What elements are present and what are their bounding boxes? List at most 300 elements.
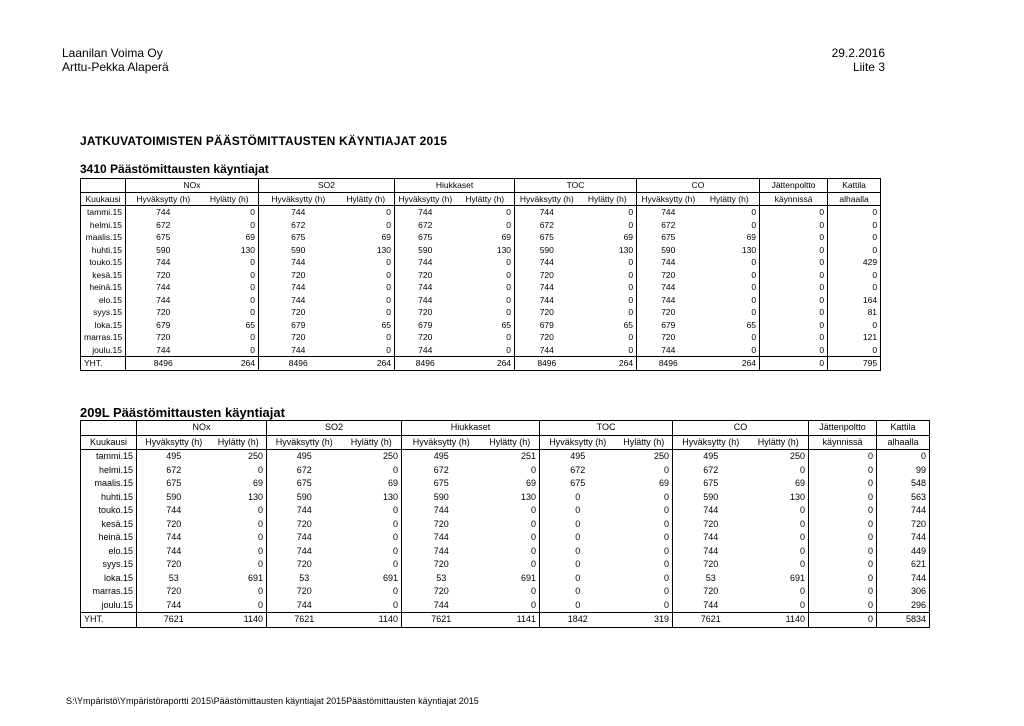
value-cell: 69 <box>456 231 515 244</box>
value-cell: 0 <box>809 491 877 505</box>
value-cell: 0 <box>809 585 877 599</box>
value-cell: 679 <box>291 319 306 330</box>
total-value: 264 <box>700 357 760 371</box>
value-cell: 720 <box>539 307 554 317</box>
value-cell: 691 <box>749 572 809 586</box>
value-cell: 675 <box>661 232 676 242</box>
value-cell: 0 <box>481 464 540 478</box>
value-cell: 0 <box>342 464 402 478</box>
value-cell: 0 <box>201 219 259 232</box>
column-header-cell: Hylätty (h) <box>700 192 760 206</box>
value-cell: 69 <box>201 231 259 244</box>
value-cell: 0 <box>211 545 267 559</box>
value-cell: 720 <box>166 586 182 596</box>
value-cell: 744 <box>166 599 182 610</box>
table-row <box>81 545 930 559</box>
value-cell: 0 <box>700 281 760 294</box>
value-cell: 0 <box>809 464 877 478</box>
value-cell: 0 <box>749 558 809 572</box>
value-cell: 744 <box>661 282 676 292</box>
value-cell: 744 <box>877 504 930 518</box>
value-cell: 744 <box>291 344 306 355</box>
value-cell: 0 <box>211 464 267 478</box>
column-header-cell: Hylätty (h) <box>481 435 540 450</box>
total-row <box>81 357 881 371</box>
value-cell: 0 <box>700 294 760 307</box>
value-cell: 0 <box>616 491 673 505</box>
value-cell: 744 <box>418 207 433 217</box>
value-cell: 0 <box>579 331 637 344</box>
column-header-cell: Hylätty (h) <box>579 192 637 206</box>
value-cell: 590 <box>291 244 306 255</box>
value-cell: 53 <box>436 572 447 583</box>
value-cell: 0 <box>338 281 395 294</box>
column-header-cell: Hyväksytty (h) <box>540 435 616 450</box>
value-cell: 675 <box>166 478 182 488</box>
value-cell: 675 <box>418 232 433 242</box>
value-cell: 0 <box>616 464 673 478</box>
value-cell: 720 <box>418 307 433 317</box>
table-row <box>81 531 930 545</box>
emissions-table-3410 <box>80 178 881 371</box>
month-cell: marras.15 <box>81 585 137 599</box>
value-cell: 0 <box>338 331 395 344</box>
value-cell: 0 <box>809 477 877 491</box>
value-cell: 744 <box>166 505 182 515</box>
total-value: 1140 <box>749 613 809 628</box>
value-cell: 0 <box>575 491 581 502</box>
value-cell: 250 <box>211 450 267 464</box>
value-cell: 744 <box>296 505 312 515</box>
value-cell: 0 <box>828 244 881 257</box>
document-header-left <box>62 46 169 74</box>
document-title: JATKUVATOIMISTEN PÄÄSTÖMITTAUSTEN KÄYNTIAJAT 2015 <box>80 134 448 148</box>
value-cell: 130 <box>481 491 540 505</box>
value-cell: 590 <box>418 244 433 255</box>
value-cell: 744 <box>661 207 676 217</box>
table-row <box>81 256 881 269</box>
total-value: 264 <box>338 357 395 371</box>
value-cell: 744 <box>156 257 171 267</box>
value-cell: 0 <box>338 206 395 219</box>
value-cell: 0 <box>342 558 402 572</box>
value-cell: 0 <box>828 269 881 282</box>
emissions-table-209l <box>80 420 930 628</box>
value-cell: 130 <box>456 244 515 257</box>
value-cell: 720 <box>291 307 306 317</box>
value-cell: 0 <box>575 599 581 610</box>
value-cell: 744 <box>296 599 312 610</box>
value-cell: 0 <box>211 504 267 518</box>
value-cell: 0 <box>700 269 760 282</box>
total-value: 8496 <box>126 357 201 371</box>
value-cell: 675 <box>570 478 586 488</box>
table-row <box>81 450 930 464</box>
table-row <box>81 219 881 232</box>
value-cell: 0 <box>575 572 581 583</box>
value-cell: 691 <box>211 572 267 586</box>
total-value: 7621 <box>267 613 342 628</box>
value-cell: 672 <box>296 464 312 475</box>
column-header-cell: Hylätty (h) <box>456 192 515 206</box>
table-row <box>81 231 881 244</box>
column-header-cell: Hylätty (h) <box>749 435 809 450</box>
value-cell: 0 <box>579 306 637 319</box>
value-cell: 744 <box>539 282 554 292</box>
group-header-cell: NOx <box>137 421 267 436</box>
value-cell: 0 <box>877 450 930 464</box>
value-cell: 0 <box>456 344 515 357</box>
value-cell: 679 <box>418 319 433 330</box>
value-cell: 675 <box>296 478 312 488</box>
file-path-footer: S:\Ympäristö\Ympäristöraportti 2015\Päästömittausten käyntiajat 2015Päästömittausten käyntiajat 2015 <box>66 696 479 706</box>
total-value: 7621 <box>673 613 749 628</box>
value-cell: 744 <box>539 294 554 305</box>
value-cell: 0 <box>809 450 877 464</box>
value-cell: 720 <box>156 269 171 280</box>
month-cell: elo.15 <box>81 294 126 307</box>
value-cell: 0 <box>579 344 637 357</box>
value-cell: 691 <box>342 572 402 586</box>
table-row <box>81 294 881 307</box>
value-cell: 296 <box>877 599 930 613</box>
group-header-cell: TOC <box>540 421 673 436</box>
value-cell: 0 <box>342 585 402 599</box>
group-header-cell: Kattila <box>828 179 881 193</box>
value-cell: 720 <box>661 332 676 342</box>
value-cell: 744 <box>433 599 449 610</box>
value-cell: 0 <box>456 306 515 319</box>
month-cell: helmi.15 <box>81 219 126 232</box>
value-cell: 744 <box>661 257 676 267</box>
value-cell: 0 <box>575 559 581 569</box>
group-header-row <box>81 179 881 193</box>
value-cell: 495 <box>570 451 586 461</box>
value-cell: 69 <box>700 231 760 244</box>
value-cell: 0 <box>338 219 395 232</box>
month-cell: maalis.15 <box>81 477 137 491</box>
value-cell: 744 <box>877 572 930 586</box>
value-cell: 0 <box>760 269 828 282</box>
value-cell: 0 <box>760 281 828 294</box>
value-cell: 0 <box>616 531 673 545</box>
value-cell: 720 <box>418 269 433 280</box>
month-cell: helmi.15 <box>81 464 137 478</box>
value-cell: 495 <box>166 451 182 461</box>
group-header-cell: Hiukkaset <box>402 421 540 436</box>
value-cell: 679 <box>156 319 171 330</box>
table-row <box>81 244 881 257</box>
total-label: YHT. <box>81 613 137 628</box>
value-cell: 744 <box>433 532 449 542</box>
month-cell: tammi.15 <box>81 450 137 464</box>
value-cell: 590 <box>156 244 171 255</box>
value-cell: 0 <box>342 504 402 518</box>
value-cell: 720 <box>291 332 306 342</box>
value-cell: 0 <box>579 269 637 282</box>
value-cell: 0 <box>338 256 395 269</box>
value-cell: 0 <box>338 294 395 307</box>
table-row <box>81 206 881 219</box>
value-cell: 0 <box>760 256 828 269</box>
total-value: 264 <box>201 357 259 371</box>
value-cell: 0 <box>760 306 828 319</box>
group-header-cell: CO <box>673 421 809 436</box>
month-cell: heinä.15 <box>81 531 137 545</box>
value-cell: 744 <box>703 505 719 515</box>
value-cell: 675 <box>156 232 171 242</box>
value-cell: 720 <box>418 332 433 342</box>
value-cell: 0 <box>760 344 828 357</box>
value-cell: 69 <box>338 231 395 244</box>
column-header-cell: alhaalla <box>877 435 930 450</box>
value-cell: 65 <box>338 319 395 332</box>
value-cell: 720 <box>703 559 719 569</box>
value-cell: 0 <box>760 331 828 344</box>
value-cell: 130 <box>338 244 395 257</box>
value-cell: 0 <box>828 206 881 219</box>
value-cell: 672 <box>433 464 449 475</box>
month-cell: syys.15 <box>81 306 126 319</box>
value-cell: 744 <box>156 344 171 355</box>
value-cell: 0 <box>456 281 515 294</box>
column-header-row <box>81 192 881 206</box>
value-cell: 744 <box>166 532 182 542</box>
value-cell: 744 <box>156 294 171 305</box>
table-row <box>81 599 930 613</box>
value-cell: 0 <box>616 599 673 613</box>
value-cell: 0 <box>456 331 515 344</box>
value-cell: 0 <box>749 518 809 532</box>
total-value: 8496 <box>637 357 700 371</box>
value-cell: 130 <box>579 244 637 257</box>
total-value: 0 <box>760 357 828 371</box>
group-header-cell: Jättenpoltto <box>760 179 828 193</box>
value-cell: 672 <box>661 219 676 230</box>
value-cell: 691 <box>481 572 540 586</box>
value-cell: 675 <box>291 232 306 242</box>
column-header-cell: Hylätty (h) <box>342 435 402 450</box>
column-header-cell: Hylätty (h) <box>338 192 395 206</box>
value-cell: 0 <box>749 531 809 545</box>
value-cell: 0 <box>809 504 877 518</box>
value-cell: 720 <box>166 559 182 569</box>
value-cell: 744 <box>703 532 719 542</box>
value-cell: 0 <box>211 599 267 613</box>
value-cell: 720 <box>296 518 312 529</box>
value-cell: 53 <box>705 572 716 583</box>
value-cell: 0 <box>211 518 267 532</box>
value-cell: 0 <box>211 531 267 545</box>
value-cell: 590 <box>539 244 554 255</box>
value-cell: 0 <box>342 545 402 559</box>
table-row <box>81 558 930 572</box>
column-header-cell: Hyväksytty (h) <box>137 435 211 450</box>
value-cell: 744 <box>539 257 554 267</box>
value-cell: 0 <box>575 532 581 542</box>
group-header-cell: SO2 <box>267 421 402 436</box>
value-cell: 744 <box>433 545 449 556</box>
value-cell: 0 <box>828 281 881 294</box>
month-cell: marras.15 <box>81 331 126 344</box>
value-cell: 250 <box>616 450 673 464</box>
value-cell: 0 <box>575 545 581 556</box>
column-header-cell: Hylätty (h) <box>201 192 259 206</box>
value-cell: 0 <box>456 269 515 282</box>
value-cell: 744 <box>291 207 306 217</box>
value-cell: 53 <box>299 572 310 583</box>
value-cell: 130 <box>700 244 760 257</box>
value-cell: 0 <box>828 344 881 357</box>
value-cell: 744 <box>296 532 312 542</box>
value-cell: 720 <box>156 332 171 342</box>
value-cell: 720 <box>433 518 449 529</box>
value-cell: 130 <box>342 491 402 505</box>
value-cell: 0 <box>201 344 259 357</box>
table-row <box>81 504 930 518</box>
value-cell: 0 <box>809 572 877 586</box>
total-value: 1141 <box>481 613 540 628</box>
total-value: 7621 <box>137 613 211 628</box>
value-cell: 744 <box>661 294 676 305</box>
value-cell: 251 <box>481 450 540 464</box>
value-cell: 0 <box>760 231 828 244</box>
value-cell: 69 <box>211 477 267 491</box>
value-cell: 0 <box>342 518 402 532</box>
value-cell: 0 <box>481 531 540 545</box>
value-cell: 0 <box>700 219 760 232</box>
table-title-3410: 3410 Päästömittausten käyntiajat <box>80 162 269 176</box>
value-cell: 0 <box>616 545 673 559</box>
value-cell: 0 <box>616 572 673 586</box>
value-cell: 0 <box>760 244 828 257</box>
value-cell: 0 <box>760 319 828 332</box>
value-cell: 744 <box>661 344 676 355</box>
column-header-cell: Kuukausi <box>81 192 126 206</box>
value-cell: 0 <box>201 294 259 307</box>
value-cell: 0 <box>342 531 402 545</box>
month-cell: touko.15 <box>81 504 137 518</box>
value-cell: 672 <box>570 464 586 475</box>
total-value: 264 <box>456 357 515 371</box>
group-header-empty <box>81 421 137 436</box>
company-name: Laanilan Voima Oy <box>62 46 163 60</box>
value-cell: 0 <box>828 231 881 244</box>
value-cell: 0 <box>481 558 540 572</box>
value-cell: 744 <box>418 294 433 305</box>
value-cell: 0 <box>338 306 395 319</box>
value-cell: 69 <box>616 477 673 491</box>
column-header-cell: käynnissä <box>809 435 877 450</box>
value-cell: 744 <box>296 545 312 556</box>
value-cell: 99 <box>877 464 930 478</box>
value-cell: 0 <box>456 219 515 232</box>
value-cell: 69 <box>342 477 402 491</box>
value-cell: 0 <box>201 306 259 319</box>
table-row <box>81 585 930 599</box>
value-cell: 0 <box>579 219 637 232</box>
table-row <box>81 491 930 505</box>
group-header-cell: CO <box>637 179 760 193</box>
value-cell: 720 <box>296 586 312 596</box>
value-cell: 672 <box>156 219 171 230</box>
value-cell: 720 <box>156 307 171 317</box>
column-header-cell: Hyväksytty (h) <box>515 192 579 206</box>
value-cell: 0 <box>616 585 673 599</box>
total-value: 264 <box>579 357 637 371</box>
value-cell: 675 <box>433 478 449 488</box>
value-cell: 744 <box>166 545 182 556</box>
value-cell: 590 <box>433 491 449 502</box>
column-header-cell: Hyväksytty (h) <box>126 192 201 206</box>
column-header-cell: Hyväksytty (h) <box>267 435 342 450</box>
value-cell: 0 <box>749 464 809 478</box>
value-cell: 0 <box>481 504 540 518</box>
value-cell: 744 <box>703 599 719 610</box>
month-cell: huhti.15 <box>81 491 137 505</box>
column-header-cell: Hylätty (h) <box>211 435 267 450</box>
column-header-cell: käynnissä <box>760 192 828 206</box>
value-cell: 672 <box>291 219 306 230</box>
value-cell: 250 <box>749 450 809 464</box>
total-value: 0 <box>809 613 877 628</box>
column-header-cell: Hyväksytty (h) <box>402 435 481 450</box>
value-cell: 672 <box>166 464 182 475</box>
total-value: 8496 <box>395 357 456 371</box>
total-value: 319 <box>616 613 673 628</box>
month-cell: kesä.15 <box>81 518 137 532</box>
value-cell: 0 <box>575 586 581 596</box>
value-cell: 0 <box>700 256 760 269</box>
value-cell: 0 <box>760 206 828 219</box>
value-cell: 0 <box>749 599 809 613</box>
value-cell: 720 <box>296 559 312 569</box>
value-cell: 0 <box>749 545 809 559</box>
value-cell: 0 <box>481 585 540 599</box>
value-cell: 53 <box>168 572 179 583</box>
value-cell: 590 <box>296 491 312 502</box>
value-cell: 0 <box>211 585 267 599</box>
value-cell: 495 <box>296 451 312 461</box>
value-cell: 720 <box>539 269 554 280</box>
value-cell: 0 <box>749 585 809 599</box>
value-cell: 744 <box>291 257 306 267</box>
value-cell: 0 <box>201 331 259 344</box>
author-name: Arttu-Pekka Alaperä <box>62 60 169 74</box>
value-cell: 744 <box>539 207 554 217</box>
table-row <box>81 269 881 282</box>
month-cell: tammi.15 <box>81 206 126 219</box>
value-cell: 720 <box>433 559 449 569</box>
value-cell: 744 <box>703 545 719 556</box>
total-value: 795 <box>828 357 881 371</box>
value-cell: 0 <box>809 518 877 532</box>
value-cell: 672 <box>539 219 554 230</box>
month-cell: loka.15 <box>81 572 137 586</box>
value-cell: 65 <box>456 319 515 332</box>
total-value: 1140 <box>342 613 402 628</box>
column-header-cell: Hyväksytty (h) <box>259 192 338 206</box>
value-cell: 0 <box>579 281 637 294</box>
value-cell: 69 <box>749 477 809 491</box>
value-cell: 130 <box>211 491 267 505</box>
value-cell: 0 <box>579 294 637 307</box>
value-cell: 65 <box>201 319 259 332</box>
value-cell: 679 <box>539 319 554 330</box>
value-cell: 0 <box>809 558 877 572</box>
value-cell: 0 <box>749 504 809 518</box>
month-cell: huhti.15 <box>81 244 126 257</box>
